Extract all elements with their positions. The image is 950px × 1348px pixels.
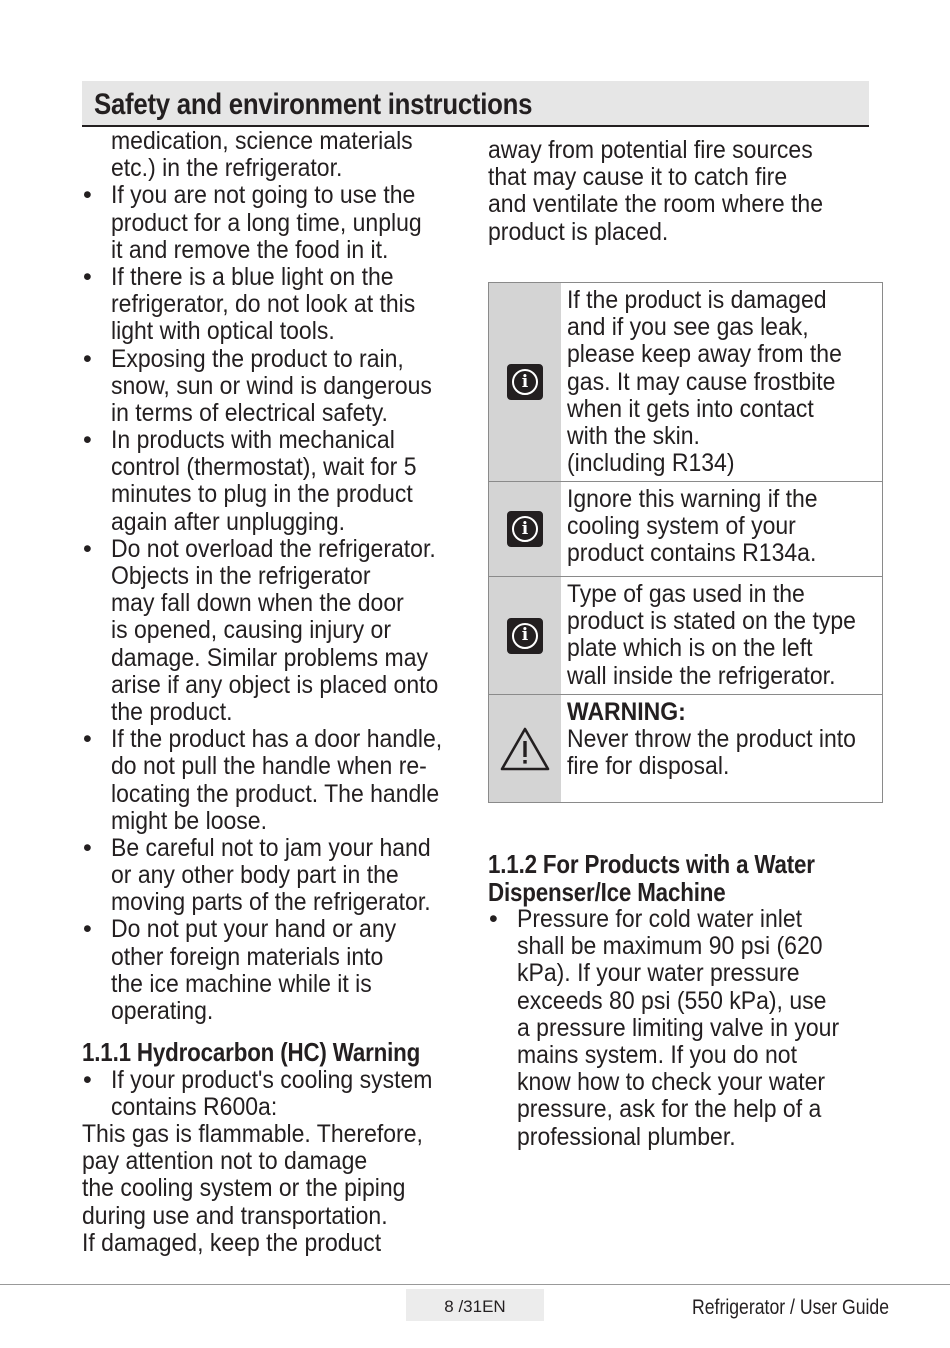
left-continuation [82,128,467,182]
text-line: If the product has a door handle, [111,725,443,754]
text-line: it and remove the food in it. [111,235,389,264]
text-line: fire for disposal. [567,752,730,781]
bullet-icon: • [83,725,92,754]
text-line: Do not overload the refrigerator. [111,534,436,563]
bullet-icon: • [83,262,92,291]
note-text [561,577,882,694]
text-line: away from potential fire sources [488,136,813,164]
text-line: If there is a blue light on the [111,262,394,291]
text-line: arise if any object is placed onto [111,670,439,699]
text-line: control (thermostat), wait for 5 [111,453,417,482]
text-line: If your product's cooling system [111,1065,433,1094]
bullet-icon: • [83,915,92,944]
text-line: product contains R134a. [567,539,817,568]
text-line: that may cause it to catch fire [488,163,788,192]
text-line: may fall down when the door [111,589,404,618]
note-icon-cell [489,695,561,802]
text-line: product is placed. [488,217,669,246]
text-line: do not pull the handle when re- [111,752,427,781]
list-item [82,916,467,1025]
text-line: light with optical tools. [111,317,335,346]
text-line: gas. It may cause frostbite [567,367,836,396]
text-line: mains system. If you do not [517,1040,797,1069]
note-text [561,482,882,576]
bullet-icon: • [489,905,498,933]
text-line: If damaged, keep the product [82,1228,382,1257]
right-column-top [488,137,883,246]
bullet-icon: • [83,1065,92,1094]
text-line: moving parts of the refrigerator. [111,888,431,917]
text-line: exceeds 80 psi (550 kPa), use [517,986,827,1015]
text-line: plate which is on the left [567,634,813,663]
list-item [82,346,467,428]
text-line: please keep away from the [567,340,842,369]
text-line: the cooling system or the piping [82,1174,406,1203]
warning-title: WARNING: [567,698,686,726]
note-row [489,481,882,576]
text-line: Pressure for cold water inlet [517,905,803,933]
text-line: a pressure limiting valve in your [517,1013,840,1042]
text-line: contains R600a: [111,1092,278,1121]
text-line: kPa). If your water pressure [517,959,800,988]
note-icon-cell [489,482,561,576]
list-item [82,427,467,536]
info-icon: i [507,618,543,654]
text-line: professional plumber. [517,1122,736,1151]
text-line: (including R134) [567,449,735,478]
note-icon-cell [489,283,561,481]
section-heading-water-dispenser: 1.1.2 For Products with a Water [488,849,815,879]
text-line: damage. Similar problems may [111,643,429,672]
bullet-icon: • [83,426,92,455]
text-line: operating. [111,997,214,1025]
note-icon-cell [489,577,561,694]
text-line: pressure, ask for the help of a [517,1095,822,1124]
text-line: product is stated on the type [567,607,856,636]
text-line: If you are not going to use the [111,181,416,210]
text-line: etc.) in the refrigerator. [111,154,343,183]
footer-guide-label: Refrigerator / User Guide [692,1296,890,1319]
text-line: or any other body part in the [111,861,399,890]
text-line: again after unplugging. [111,507,346,536]
text-line: shall be maximum 90 psi (620 [517,932,823,961]
text-line: with the skin. [567,421,700,450]
bullet-icon: • [83,181,92,210]
safety-bullet-list [82,182,467,1025]
text-line: product for a long time, unplug [111,208,422,237]
page-title: Safety and environment instructions [94,88,533,121]
text-line: Never throw the product into [567,725,856,754]
bullet-icon: • [83,833,92,862]
note-text [561,695,882,802]
bullet-icon: • [83,344,92,373]
text-line: Be careful not to jam your hand [111,833,431,862]
hydrocarbon-body [82,1121,467,1257]
text-line: medication, science materials [111,127,413,155]
list-item [82,264,467,346]
text-line: snow, sun or wind is dangerous [111,371,432,400]
note-row [489,283,882,481]
section-heading-water-dispenser-line2: Dispenser/Ice Machine [488,876,726,907]
text-line: Type of gas used in the [567,580,805,608]
text-line: refrigerator, do not look at this [111,290,416,319]
text-line: might be loose. [111,806,267,835]
text-line: other foreign materials into [111,942,384,971]
list-item [82,1067,467,1121]
text-line: locating the product. The handle [111,779,440,808]
note-row [489,576,882,694]
page-number: 8 /31EN [406,1289,544,1321]
text-line: during use and transportation. [82,1201,388,1230]
text-line: and if you see gas leak, [567,313,809,342]
warning-triangle-icon [499,726,551,772]
text-line: the product. [111,697,233,726]
text-line: know how to check your water [517,1068,826,1097]
text-line: in terms of electrical safety. [111,398,388,427]
text-line: Objects in the refrigerator [111,562,371,590]
text-line: is opened, causing injury or [111,616,392,645]
list-item [82,536,467,726]
list-item [82,835,467,917]
text-line: wall inside the refrigerator. [567,661,836,690]
left-column [82,128,467,1257]
list-item [488,906,883,1151]
list-item [82,182,467,264]
text-line: when it gets into contact [567,394,814,423]
text-line: minutes to plug in the product [111,480,413,509]
bullet-icon: • [83,534,92,563]
text-line: If the product is damaged [567,286,827,314]
text-line: This gas is flammable. Therefore, [82,1120,423,1149]
text-line: In products with mechanical [111,426,395,455]
water-pressure-text [488,906,883,1151]
text-line: the ice machine while it is [111,969,372,998]
text-line: Exposing the product to rain, [111,344,404,373]
list-item [82,726,467,835]
text-line: and ventilate the room where the [488,190,823,219]
info-icon: i [507,364,543,400]
text-line: pay attention not to damage [82,1147,368,1176]
right-column-bottom [488,851,883,1151]
text-line: Do not put your hand or any [111,915,397,944]
text-line: Ignore this warning if the [567,485,818,513]
text-line: cooling system of your [567,512,796,541]
notes-table [488,282,883,803]
note-row [489,694,882,802]
footer-divider [0,1284,950,1285]
note-text [561,283,882,481]
section-heading-hydrocarbon: 1.1.1 Hydrocarbon (HC) Warning [82,1037,421,1068]
info-icon: i [507,511,543,547]
